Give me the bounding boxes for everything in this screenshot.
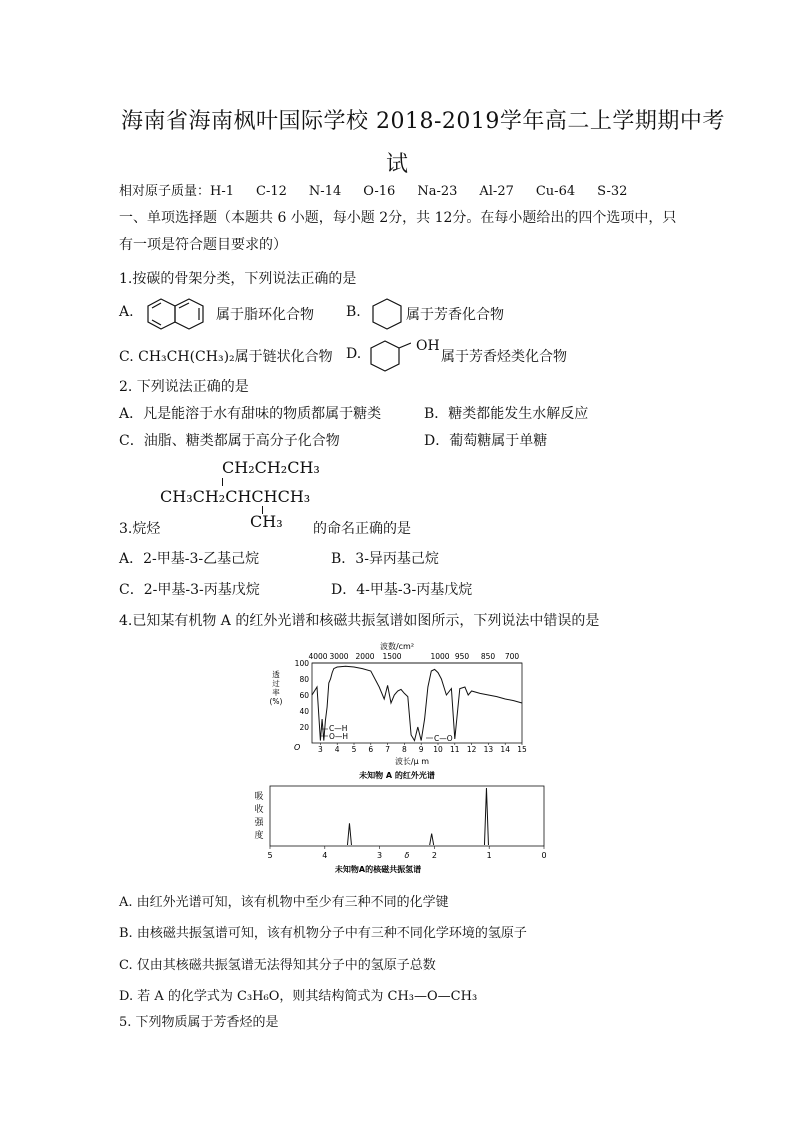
- page-title-continued: 试: [386, 152, 409, 177]
- q3-stem-right: 的命名正确的是: [313, 521, 411, 537]
- q1-option-b-label: B.: [346, 304, 361, 320]
- ir-y-tick-label: 80: [299, 675, 309, 684]
- atomic-mass-item: Na-23: [417, 184, 458, 199]
- nmr-x-tick-label: 2: [431, 851, 437, 860]
- ir-x-tick-label: 5: [351, 745, 357, 754]
- nmr-spectrum-chart: [248, 784, 548, 880]
- ir-top-tick-label: 850: [480, 652, 496, 661]
- q3-formula-methyl: CH₃: [250, 512, 283, 531]
- nmr-y-label-char: 度: [254, 831, 264, 841]
- nmr-y-label-char: 强: [254, 818, 264, 828]
- ir-x-axis-title: 波长/μ m: [394, 757, 430, 766]
- ir-caption: 未知物 A 的红外光谱: [359, 771, 435, 780]
- ir-y-label-char: (%): [269, 697, 283, 706]
- ir-top-tick-label: 1500: [382, 652, 402, 661]
- nmr-peak: [430, 834, 434, 845]
- ir-y-tick-label: 20: [299, 723, 309, 732]
- q4-option-a: A. 由红外光谱可知，该有机物中至少有三种不同的化学键: [119, 895, 449, 910]
- ir-x-tick-label: 15: [517, 745, 527, 754]
- q3-option-c: C．2-甲基-3-丙基戊烷: [119, 582, 260, 598]
- ir-annot-ch: C—H: [329, 724, 348, 733]
- q3-option-d: D．4-甲基-3-丙基戊烷: [331, 582, 473, 598]
- ir-annot-co: C—O: [434, 734, 453, 743]
- q3-option-b: B．3-异丙基己烷: [331, 551, 439, 567]
- atomic-mass-item: S-32: [597, 184, 628, 199]
- ir-x-tick-label: 9: [418, 745, 424, 754]
- section-instructions-cont: 有一项是符合题目要求的）: [119, 237, 287, 253]
- q2-stem: 2. 下列说法正确的是: [119, 379, 249, 395]
- ir-x-tick-label: 3: [318, 745, 323, 754]
- ir-annot-oh: O—H: [329, 732, 349, 741]
- ir-y-tick-label: 40: [299, 707, 309, 716]
- q4-option-d: D. 若 A 的化学式为 C₃H₆O，则其结构简式为 CH₃—O—CH₃: [119, 989, 478, 1004]
- nmr-plot-frame: [270, 786, 544, 846]
- cyclohexane-structure: [369, 297, 405, 331]
- ir-y-tick-label: 100: [294, 659, 309, 668]
- ir-top-axis-title: 波数/cm²: [379, 642, 415, 651]
- q2-option-d: D．葡萄糖属于单糖: [424, 433, 548, 449]
- ir-x-tick-label: 11: [450, 745, 460, 754]
- ir-x-tick-label: 7: [385, 745, 390, 754]
- q3-stem-left: 3.烷烃: [119, 521, 161, 537]
- nmr-x-tick-label: δ: [404, 851, 410, 860]
- atomic-mass-item: C-12: [256, 184, 287, 199]
- q4-option-c: C. 仅由其核磁共振氢谱无法得知其分子中的氢原子总数: [119, 958, 436, 973]
- ir-x-tick-label: 6: [368, 745, 374, 754]
- ir-top-tick-label: 700: [504, 652, 520, 661]
- q3-bond-top: [222, 478, 223, 486]
- nmr-y-label-char: 收: [254, 805, 264, 815]
- section-instructions: 一、单项选择题（本题共 6 小题，每小题 2分，共 12分。在每小题给出的四个选项中，只: [119, 210, 677, 226]
- atomic-mass-item: H-1: [210, 184, 235, 199]
- q4-stem: 4.已知某有机物 A 的红外光谱和核磁共振氢谱如图所示，下列说法中错误的是: [119, 613, 600, 629]
- atomic-mass-item: Cu-64: [535, 184, 576, 199]
- nmr-x-tick-label: 5: [267, 851, 273, 860]
- atomic-mass-item: Al-27: [479, 184, 514, 199]
- ir-top-tick-label: 2000: [355, 652, 375, 661]
- atomic-mass-item: O-16: [363, 184, 396, 199]
- q1-d-oh-group: OH: [416, 338, 440, 354]
- q3-formula-branch: CH₂CH₂CH₃: [222, 458, 320, 477]
- nmr-x-tick-label: 3: [377, 851, 383, 860]
- atomic-masses-label: 相对原子质量：: [119, 184, 211, 199]
- ir-top-tick-label: 1000: [430, 652, 450, 661]
- q3-formula-main: CH₃CH₂CHCHCH₃: [160, 487, 311, 506]
- q1-option-a-label: A.: [119, 304, 134, 320]
- atomic-mass-item: N-14: [308, 184, 342, 199]
- q1-option-c: C. CH₃CH(CH₃)₂属于链状化合物: [119, 349, 333, 365]
- ir-x-tick-label: 8: [402, 745, 407, 754]
- q5-stem: 5. 下列物质属于芳香烃的是: [119, 1015, 279, 1030]
- nmr-caption: 未知物A的核磁共振氢谱: [334, 865, 422, 874]
- naphthalene-structure: [142, 297, 212, 331]
- nmr-y-label-char: 吸: [254, 792, 264, 802]
- ir-origin-label: O: [294, 743, 301, 752]
- ir-top-tick-label: 4000: [308, 652, 328, 661]
- atomic-masses-row: [119, 180, 649, 199]
- nmr-peak: [347, 823, 351, 845]
- q4-option-b: B. 由核磁共振氢谱可知，该有机物分子中有三种不同化学环境的氢原子: [119, 926, 527, 941]
- nmr-x-tick-label: 4: [322, 851, 328, 860]
- ir-x-tick-label: 13: [483, 745, 494, 754]
- q1-option-b-text: 属于芳香化合物: [406, 307, 504, 323]
- ir-top-tick-label: 3000: [329, 652, 349, 661]
- nmr-peak: [484, 788, 488, 845]
- q2-option-b: B．糖类都能发生水解反应: [424, 406, 589, 422]
- ir-y-label-char: 率: [272, 688, 280, 697]
- ir-top-tick-label: 950: [454, 652, 470, 661]
- cyclohexanol-structure: [367, 337, 411, 375]
- q1-option-d-label: D.: [346, 346, 362, 362]
- page-title: 海南省海南枫叶国际学校 2018-2019学年高二上学期期中考: [121, 109, 725, 134]
- ir-y-label-char: 过: [272, 679, 280, 688]
- ir-x-tick-label: 14: [500, 745, 510, 754]
- q2-option-a: A．凡是能溶于水有甜味的物质都属于糖类: [119, 406, 382, 422]
- q3-option-a: A．2-甲基-3-乙基己烷: [119, 551, 260, 567]
- ir-y-label-char: 透: [272, 670, 280, 679]
- q1-option-a-text: 属于脂环化合物: [216, 307, 314, 323]
- ir-spectrum-chart: [262, 640, 542, 782]
- ir-x-tick-label: 12: [466, 745, 477, 754]
- ir-x-tick-label: 10: [433, 745, 443, 754]
- q1-option-d-text: 属于芳香烃类化合物: [441, 349, 567, 365]
- nmr-x-tick-label: 1: [486, 851, 492, 860]
- ir-y-tick-label: 60: [299, 691, 309, 700]
- nmr-x-tick-label: 0: [541, 851, 547, 860]
- q1-stem: 1.按碳的骨架分类，下列说法正确的是: [119, 271, 357, 287]
- q2-option-c: C．油脂、糖类都属于高分子化合物: [119, 433, 340, 449]
- ir-x-tick-label: 4: [334, 745, 340, 754]
